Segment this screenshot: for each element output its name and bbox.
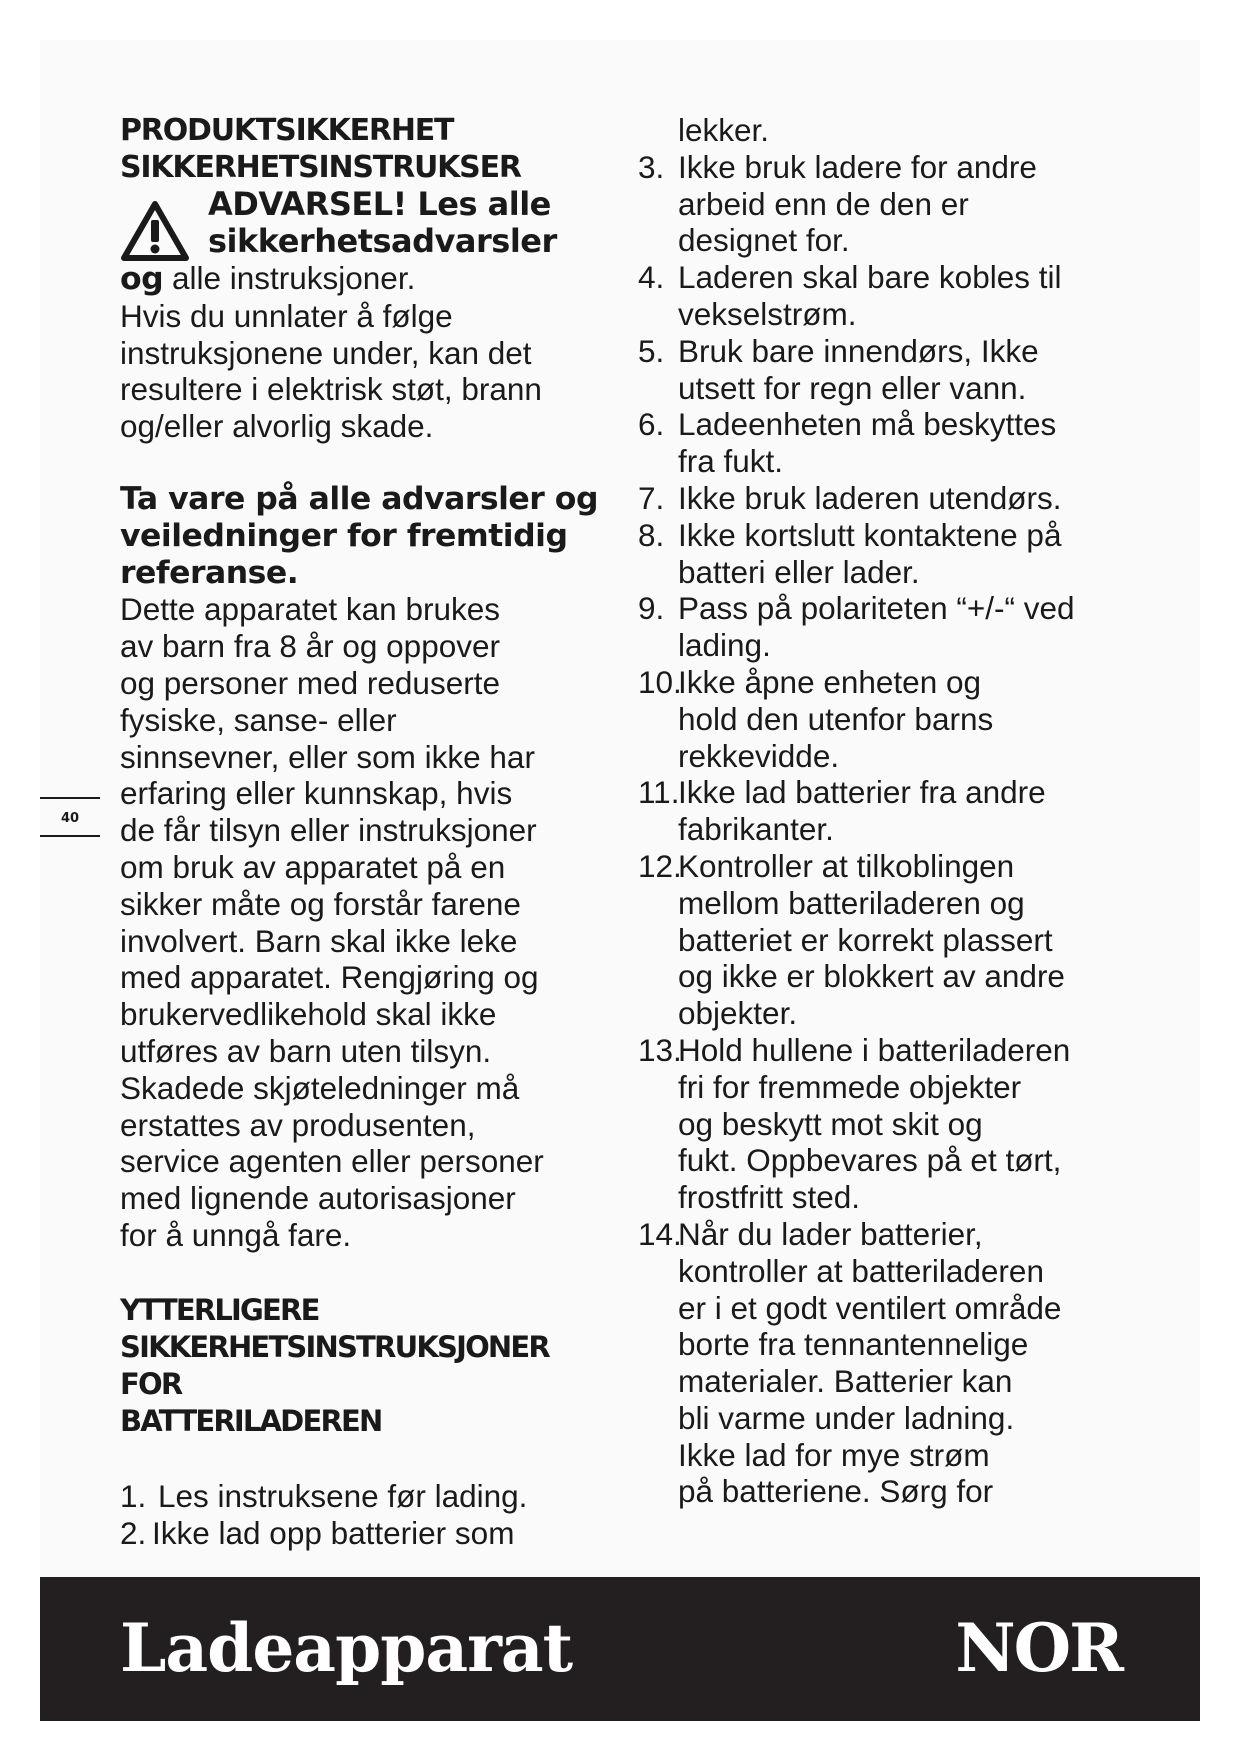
list-item-number: 8. [638,516,665,553]
list-item-line: Ikke lad for mye strøm [678,1436,990,1473]
warning-para-line: resultere i elektrisk støt, brann [120,371,542,408]
body-line: erfaring eller kunnskap, hvis [120,775,513,812]
list-item [638,406,1138,480]
body-line: fysiske, sanse- eller [120,701,397,738]
list-item [638,590,1138,664]
list-item-line: kontroller at batteriladeren [678,1252,1044,1289]
list-item-continuation: lekker. [678,112,770,148]
body-line: og personer med reduserte [120,664,500,701]
list-item [638,848,1138,1032]
keep-heading-line: Ta vare på alle advarsler og [120,480,598,517]
list-item-line: fri for fremmede objekter [678,1068,1022,1105]
list-item [638,1216,1138,1510]
list-item [638,774,1138,848]
warning-para-line: og/eller alvorlig skade. [120,408,434,445]
footer-bar [40,1577,1200,1721]
list-item-number: 13. [638,1031,682,1068]
body-line: brukervedlikehold skal ikke [120,996,497,1033]
body-line: med apparatet. Rengjøring og [120,959,539,996]
list-item-line: arbeid enn de den er [678,185,969,222]
list-item-line: Ikke åpne enheten og [678,663,982,700]
warning-bold-word: og [120,261,164,297]
list-item-line: frostfritt sted. [678,1179,861,1216]
list-item-line: materialer. Batterier kan [678,1363,1013,1400]
list-item-line: lading. [678,627,771,664]
heading-safety-instructions: SIKKERHETSINSTRUKSER [120,150,521,185]
warning-para-line: Hvis du unnlater å følge [120,297,453,334]
list-item-text: Les instruksene før lading. [158,1477,528,1514]
body-line: om bruk av apparatet på en [120,848,506,885]
list-item [638,664,1138,774]
list-item-line: mellom batteriladeren og [678,884,1025,921]
list-item-number: 5. [638,332,665,369]
body-line: med lignende autorisasjoner [120,1180,516,1217]
list-item-line: Pass på polariteten “+/-“ ved [678,590,1075,627]
left-column [120,112,600,1551]
list-item-number: 6. [638,406,665,443]
list-item-number: 12. [638,847,682,884]
warning-block [120,186,600,260]
list-item-number: 2. [120,1514,147,1551]
list-item-line: fabrikanter. [678,811,834,848]
warning-title-line2: sikkerhetsadvarsler [208,222,557,260]
page-number: 40 [40,797,100,837]
list-item-line: batteriet er korrekt plassert [678,921,1053,958]
list-item-line: Når du lader batterier, [678,1215,983,1252]
right-column [638,112,1138,1510]
list-item-number: 4. [638,259,665,296]
list-item-number: 9. [638,590,665,627]
list-item-number: 11. [638,774,680,811]
list-item-line: Kontroller at tilkoblingen [678,847,1015,884]
list-item-line: på batteriene. Sørg for [678,1473,994,1510]
charger-heading-line: BATTERILADEREN [120,1403,382,1438]
footer-language: NOR [955,1609,1122,1687]
body-line: involvert. Barn skal ikke leke [120,922,518,959]
list-item-line: Ikke bruk laderen utendørs. [678,479,1062,516]
list-item [638,333,1138,407]
list-item [638,149,1138,259]
warning-rest: alle instruksjoner. [163,260,416,296]
body-line: Dette apparatet kan brukes [120,591,500,628]
list-item-line: og beskytt mot skit og [678,1105,983,1142]
body-line: av barn fra 8 år og oppover [120,628,500,665]
list-item-line: Hold hullene i batteriladeren [678,1031,1071,1068]
footer-title: Ladeapparat [120,1609,573,1687]
instruction-list-left [120,1478,600,1552]
list-item-number: 7. [638,479,665,516]
body-line: for å unngå fare. [120,1216,352,1253]
keep-heading-line: referanse. [120,554,299,591]
warning-para-line: instruksjonene under, kan det [120,334,532,371]
list-item-line: utsett for regn eller vann. [678,369,1027,406]
list-item-line: Ikke kortslutt kontaktene på [678,516,1062,553]
list-item-line: og ikke er blokkert av andre [678,958,1065,995]
body-line: Skadede skjøteledninger må [120,1069,520,1106]
body-line: erstattes av produsenten, [120,1106,476,1143]
list-item-number: 14. [638,1215,682,1252]
heading-product-safety: PRODUKTSIKKERHET [120,113,454,148]
list-item-line: Bruk bare innendørs, Ikke [678,332,1039,369]
warning-triangle-icon [120,200,190,262]
list-item [638,259,1138,333]
keep-heading-line: veiledninger for fremtidig [120,517,568,554]
body-line: service agenten eller personer [120,1143,544,1180]
list-item-line: Laderen skal bare kobles til [678,259,1062,296]
body-line: de får tilsyn eller instruksjoner [120,812,537,849]
body-line: sikker måte og forstår farene [120,885,521,922]
list-item-line: Ikke bruk ladere for andre [678,148,1037,185]
warning-line3 [120,260,600,298]
list-item-line: vekselstrøm. [678,295,857,332]
list-item-line: fra fukt. [678,443,784,480]
charger-heading-line: YTTERLIGERE [120,1292,319,1327]
list-item [120,1478,600,1515]
list-item-line: fukt. Oppbevares på et tørt, [678,1142,1062,1179]
list-item-line: borte fra tennantennelige [678,1326,1029,1363]
list-item-text: Ikke lad opp batterier som [152,1514,515,1551]
list-item-line: batteri eller lader. [678,553,920,590]
list-item [120,1515,600,1552]
list-item-line: objekter. [678,995,798,1032]
charger-heading-line: SIKKERHETSINSTRUKSJONER FOR [120,1329,549,1401]
instruction-list-right [638,149,1138,1510]
list-item-line: Ikke lad batterier fra andre [678,774,1046,811]
list-item-line: hold den utenfor barns [678,700,994,737]
list-item [638,517,1138,591]
body-line: sinnsevner, eller som ikke har [120,738,535,775]
list-item-line: designet for. [678,222,850,259]
list-item-number: 1. [120,1477,147,1514]
list-item-line: rekkevidde. [678,737,840,774]
list-item-number: 3. [638,148,665,185]
warning-title-line1: ADVARSEL! Les alle [208,185,551,223]
body-line: utføres av barn uten tilsyn. [120,1032,492,1069]
list-item [638,480,1138,517]
list-item-line: er i et godt ventilert område [678,1289,1062,1326]
list-item-line: bli varme under ladning. [678,1399,1015,1436]
list-item-line: Ladeenheten må beskyttes [678,406,1057,443]
list-item [638,1032,1138,1216]
list-item-number: 10. [638,663,682,700]
